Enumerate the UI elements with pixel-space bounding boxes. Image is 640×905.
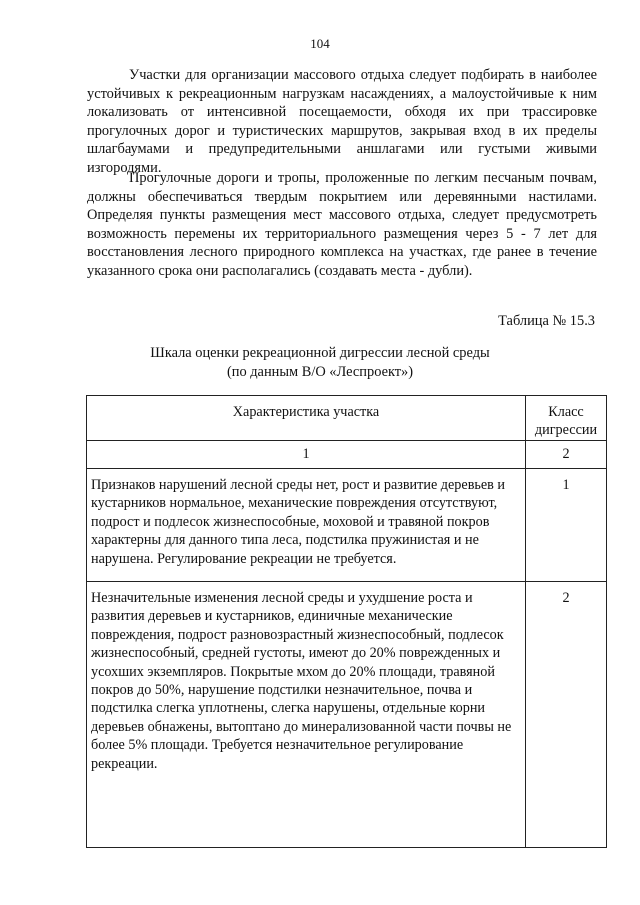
row-description: Незначительные изменения лесной среды и ухудшение роста и развития деревьев и кустарников, единичные механические повреждения, подрост разновозрастный жизнеспособный, подлесок жизнеспособный, средней густоты, имеют до 20% поврежденных и усохших экземпляров. Покрытые мхом до 20% площади, травяной покров до 50%, нарушение подстилки незначительное, почва и подстилка слегка уплотнены, слегка нарушены, отдельные корни деревьев обнажены, вытоптано до минерализованной части почвы не более 5% площади. Требуется незначительное регулирование рекреации.: [87, 582, 526, 848]
table-row: [87, 582, 607, 848]
paragraph-recreation-sites: Участки для организации массового отдыха следует подбирать в наиболее устойчивых к рекреационным нагрузкам насаждениях, а малоустойчивые к ним локализовать от интенсивной посещаемости, обходя их при трассировке прогулочных дорог и туристических маршрутов, закрывая вход в их пределы шлагбаумами и предупредительными аншлагами или густыми живыми изгородями.: [87, 67, 597, 176]
table-title: [0, 344, 640, 382]
table-number-label: Таблица № 15.3: [498, 313, 595, 329]
column-number-1: 1: [87, 441, 526, 469]
row-description: Признаков нарушений лесной среды нет, рост и развитие деревьев и кустарников нормальное, механические повреждения отсутствуют, подрост и подлесок жизнеспособные, моховой и травяной покров характерны для данного типа леса, подстилка пружинистая и не нарушена. Регулирование рекреации не требуется.: [87, 469, 526, 582]
header-characteristic: Характеристика участка: [87, 396, 526, 441]
table-row: [87, 469, 607, 582]
row-class-value: 1: [526, 469, 607, 582]
degression-scale-table: [86, 395, 607, 848]
table-header-row: [87, 396, 607, 441]
paragraph-walking-paths: Прогулочные дороги и тропы, проложенные по легким песчаным почвам, должны обеспечиваться твердым покрытием или деревянными настилами. Определяя пункты размещения мест массового отдыха, следует предусмотреть возможность перемены их территориального размещения через 5 - 7 лет для восстановления лесного природного комплекса на участках, где ранее в течение указанного срока они располагались (создавать места - дубли).: [87, 170, 597, 279]
column-number-row: [87, 441, 607, 469]
column-number-2: 2: [526, 441, 607, 469]
table-title-line2: (по данным В/О «Леспроект»): [226, 364, 414, 380]
row-class-value: 2: [526, 582, 607, 848]
page-number: 104: [310, 36, 330, 51]
header-degression-class: Класс дигрессии: [526, 396, 607, 441]
table-title-line1: Шкала оценки рекреационной дигрессии лесной среды: [150, 345, 490, 361]
